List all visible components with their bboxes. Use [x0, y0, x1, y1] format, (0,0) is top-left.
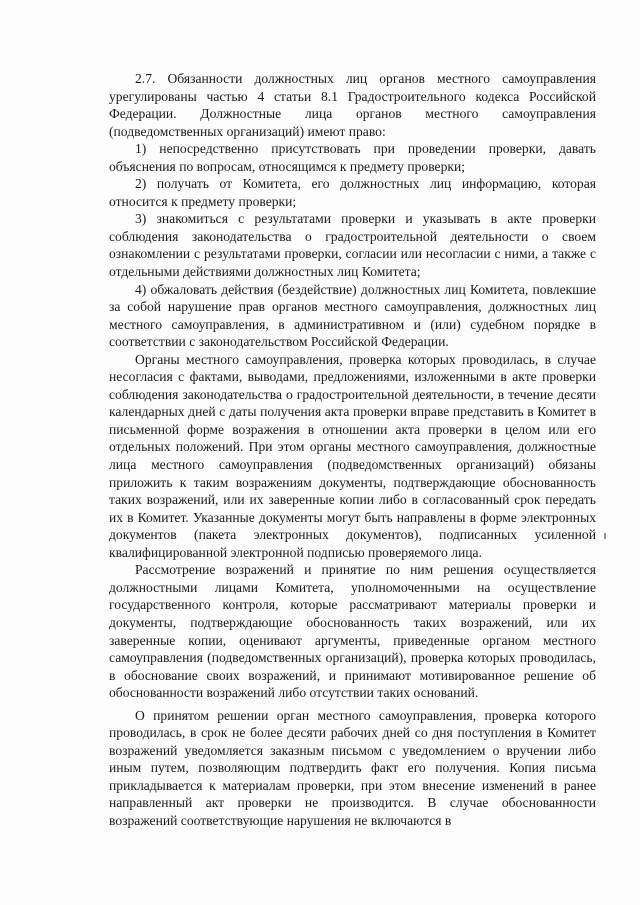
document-body: [109, 70, 596, 830]
paragraph-right-1: 1) непосредственно присутствовать при проведении проверки, давать объяснения по вопросам, относящимся к предмету проверки;: [109, 141, 596, 174]
scan-artifact: [604, 533, 606, 539]
paragraph-2-7: 2.7. Обязанности должностных лиц органов местного самоуправления урегулированы частью 4 статьи 8.1 Градостроительного кодекса Российской Федерации. Должностные лица органов местного самоуправления (подведомственных организаций) имеют право:: [109, 71, 596, 139]
paragraph-decision: О принятом решении орган местного самоуправления, проверка которого проводилась, в срок не более десяти рабочих дней со дня поступления в Комитет возражений уведомляется заказным письмом с уведомлением о вручении либо иным путем, позволяющим подтвердить факт его получения. Копия письма прикладывается к материалам проверки, при этом внесение изменений в ранее направленный акт проверки не производится. В случае обоснованности возражений соответствующие нарушения не включаются в: [109, 707, 596, 828]
paragraph-right-3: 3) знакомиться с результатами проверки и указывать в акте проверки соблюдения законодательства о градостроительной деятельности о своем ознакомлении с результатами проверки, согласии или несогласии с ними, а также с отдельными действиями должностных лиц Комитета;: [109, 211, 596, 280]
paragraph-review: Рассмотрение возражений и принятие по ним решения осуществляется должностными лицами Комитета, уполномоченными на осуществление государственного контроля, которые рассматривают материалы проверки и документы, подтверждающие обоснованность таких возражений, или их заверенные копии, оценивают аргументы, приведенные органом местного самоуправления (подведомственных организаций), проверка которых проводилась, в обоснование своих возражений, и принимают мотивированное решение об обоснованности возражений либо отсутствии таких оснований.: [109, 562, 596, 701]
paragraph-right-2: 2) получать от Комитета, его должностных лиц информацию, которая относится к предмету проверки;: [109, 176, 596, 209]
paragraph-objections: Органы местного самоуправления, проверка которых проводилась, в случае несогласия с фактами, выводами, предложениями, изложенными в акте проверки соблюдения законодательства о градостроительной деятельности, в течение десяти календарных дней с даты получения акта проверки вправе представить в Комитет в письменной форме возражения в отношении акта проверки в целом или его отдельных положений. При этом органы местного самоуправления, должностные лица местного самоуправления (подведомственных организаций) обязаны приложить к таким возражениям документы, подтверждающие обоснованность таких возражений, или их заверенные копии либо в согласованный срок передать их в Комитет. Указанные документы могут быть направлены в форме электронных документов (пакета электронных документов), подписанных усиленной квалифицированной электронной подписью проверяемого лица.: [109, 351, 596, 560]
paragraph-right-4: 4) обжаловать действия (бездействие) должностных лиц Комитета, повлекшие за собой нарушение прав органов местного самоуправления, должностных лиц местного самоуправления, в административном и (или) судебном порядке в соответствии с законодательством Российской Федерации.: [109, 281, 596, 350]
